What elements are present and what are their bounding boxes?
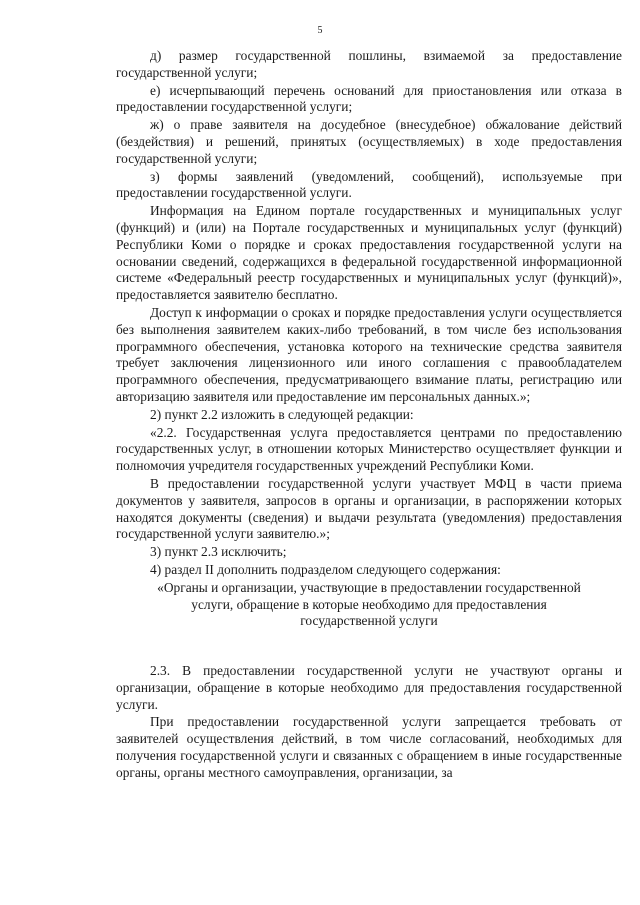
section-heading bbox=[116, 580, 622, 630]
page-number: 5 bbox=[317, 25, 323, 36]
paragraph-point-2: 2) пункт 2.2 изложить в следующей редакции: bbox=[150, 406, 414, 422]
section-heading-line: услуги, обращение в которые необходимо для предоставления bbox=[191, 596, 547, 612]
spacer bbox=[116, 630, 622, 663]
document-body bbox=[116, 48, 622, 783]
paragraph-item-e: е) исчерпывающий перечень оснований для приостановления или отказа в предоставлении государственной услуги; bbox=[116, 82, 622, 115]
paragraph-point-3: 3) пункт 2.3 исключить; bbox=[150, 544, 287, 560]
paragraph-item-d: д) размер государственной пошлины, взимаемой за предоставление государственной услуги; bbox=[116, 48, 622, 80]
section-heading-line: государственной услуги bbox=[300, 613, 438, 629]
paragraph-prohibition: При предоставлении государственной услуги запрещается требовать от заявителей осуществления действий, в том числе согласований, необходимых для получения государственной услуги и связанных с обращением в иные государственные органы, органы местного самоуправления, организации, за bbox=[116, 714, 622, 780]
paragraph-item-zh: ж) о праве заявителя на досудебное (внесудебное) обжалование действий (бездействия) и решений, принятых (осуществляемых) в ходе предоставления государственной услуги; bbox=[116, 117, 622, 166]
paragraph-point-4: 4) раздел II дополнить подразделом следующего содержания: bbox=[150, 561, 501, 577]
paragraph-clause-2-2: «2.2. Государственная услуга предоставляется центрами по предоставлению государственных услуг, в отношении которых Министерство осуществляет функции и полномочия учредителя государственных учреждений Республики Коми. bbox=[116, 424, 622, 474]
paragraph-item-z: з) формы заявлений (уведомлений, сообщений), используемые при предоставлении государственной услуги. bbox=[116, 168, 622, 201]
paragraph-mfc: В предоставлении государственной услуги участвует МФЦ в части приема документов у заявителя, запросов в органы и организации, в распоряжении которых находятся документы (сведения) и выдачи результата (уведомления) предоставления государственной услуги заявителю.»; bbox=[116, 475, 622, 542]
paragraph-portal-info: Информация на Едином портале государственных и муниципальных услуг (функций) и (или) на Портале государственных и муниципальных услуг (функций) Республики Коми о порядке и сроках предоставления государственной услуги на основании сведений, содержащихся в федеральной государственной информационной системе «Федеральный реестр государственных и муниципальных услуг (функций)», предоставляется заявителю бесплатно. bbox=[116, 203, 622, 303]
paragraph-clause-2-3: 2.3. В предоставлении государственной услуги не участвуют органы и организации, обращение в которые необходимо для предоставления государственной услуги. bbox=[116, 663, 622, 712]
paragraph-access-info: Доступ к информации о сроках и порядке предоставления услуги осуществляется без выполнения заявителем каких-либо требований, в том числе без использования программного обеспечения, установка которого на технические средства заявителя требует заключения лицензионного или иного соглашения с правообладателем программного обеспечения, предусматривающего взимание платы, регистрацию или авторизацию заявителя или предоставление им персональных данных.»; bbox=[116, 304, 622, 404]
section-heading-line: «Органы и организации, участвующие в предоставлении государственной bbox=[157, 579, 581, 595]
